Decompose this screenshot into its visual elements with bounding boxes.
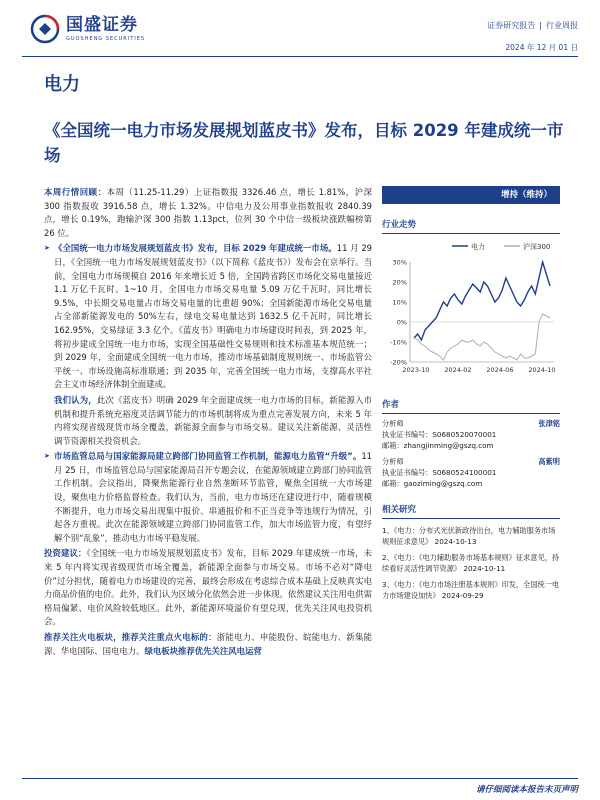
- recommendation-tail: 绿电板块推荐优先关注风电运营: [144, 645, 262, 656]
- analyst-section-title: 作者: [382, 398, 560, 414]
- point-supervision: [44, 450, 372, 545]
- investment-advice-text: 《全国统一电力市场发展规划蓝皮书》发布，目标 2029 年建成统一市场，未来 5 年内将实现省级现货市场全覆盖，新能源全面参与市场交易。市场不必对“降电价”过分担忧，随着电力市场建设的完善，最终会形成在考虑综合成本基础上反映真实电力商品价值的电价。此外，我们认为区域分化依然会进一步体现。依然建议关注用电供需格局偏紧、电价风险较低地区。此外，新能源环境溢价有望兑现，优先关注风电投资机会。: [44, 548, 372, 627]
- point-bluebook-text: 11 月 29 日，《全国统一电力市场发展规划蓝皮书》（以下简称《蓝皮书》）发布会在京举行。当前，全国电力市场规模自 2016 年来增长近 5 倍，全国跨省跨区市场化交易电量接近 1.1 万亿千瓦时。1~10 月，全国电力市场交易电量 5.09 万亿千瓦时，同比增长 9.5%，中长期交易电量占市场交易电量的比重超 90%；全国新能源市场化交易电量占全部新能源发电的 50%左右，绿电交易电量达到 1632.5 亿千瓦时，同比增长 162.95%，交易绿证 3.3 亿个。《蓝皮书》明确电力市场建设时间表，到 2025 年，将初步建成全国统一电力市场，实现全国基础性交易规则和技术标准基本规范统一；到 2029 年，全面建成全国统一电力市场，推动市场基础制度规则统一、市场监管公平统一、市场设施高标准联通；到 2035 年，完善全国统一电力市场，支撑高水平社会主义市场经济体制全面建成。: [54, 243, 373, 390]
- opinion-label: 我们认为，: [54, 394, 97, 405]
- recommendation-text: 浙能电力、申能股份、皖能电力、新集能源、华电国际、国电电力。: [44, 632, 373, 656]
- analyst-row: [382, 418, 560, 429]
- sector-title: 电力: [44, 74, 80, 95]
- related-item-text[interactable]: 2、《电力：《电力辅助服务市场基本规则》征求意见，持续看好灵活性调节资源》: [382, 553, 560, 573]
- email-link[interactable]: gaoziming@gszq.com: [403, 479, 483, 488]
- x-tick-label: 2024-02: [444, 366, 472, 374]
- x-tick-label: 2024-06: [486, 366, 514, 374]
- legend-label: 电力: [471, 243, 485, 251]
- related-item[interactable]: [382, 552, 560, 574]
- opinion-paragraph: [44, 394, 372, 448]
- email-label: 邮箱：: [382, 479, 404, 488]
- report-type: 证券研究报告: [487, 21, 536, 30]
- analyst-row: [382, 456, 560, 467]
- logo-text: 国盛证券: [66, 15, 138, 35]
- cert-label: 执业证书编号：: [382, 468, 433, 477]
- y-tick-label: 30%: [392, 258, 407, 267]
- cert-number: S0680520070001: [432, 430, 497, 439]
- trend-chart-svg: [382, 234, 560, 384]
- legend-label: 沪深300: [523, 243, 551, 251]
- weekly-review: [44, 186, 372, 240]
- rating-badge: 增持（维持）: [382, 186, 560, 204]
- email-link[interactable]: zhangjinming@gszq.com: [403, 441, 494, 450]
- related-list: [382, 525, 560, 601]
- related-item-date: 2024-10-13: [434, 537, 477, 546]
- analyst-role: 分析师: [382, 419, 404, 428]
- analyst-role: 分析师: [382, 457, 404, 466]
- analyst-name: 张津铭: [538, 419, 560, 428]
- weekly-review-text: 本周（11.25-11.29）上证指数报 3326.46 点，增长 1.81%，沪深 300 指数报收 3916.58 点，增长 1.32%。中信电力及公用事业指数报收 2840.39 点，增长 0.19%，跑输沪深 300 指数 1.13pct，位列 30 个中信一级板块涨跌幅榜第 26 位。: [44, 187, 372, 238]
- recommendation: [44, 631, 372, 658]
- header-divider: [22, 56, 578, 57]
- footer-divider: [22, 778, 578, 779]
- x-tick-label: 2024-10: [528, 366, 556, 374]
- related-item[interactable]: [382, 579, 560, 601]
- investment-advice-label: 投资建议：: [44, 548, 87, 559]
- analyst-email[interactable]: [382, 440, 560, 451]
- point-bluebook-label: 《全国统一电力市场发展规划蓝皮书》发布，目标 2029 年建成统一市场。: [54, 243, 337, 254]
- report-date: 2024 年 12 月 01 日: [505, 43, 578, 52]
- opinion-text: 此次《蓝皮书》明确 2029 年全面建成统一电力市场的目标，新能源入市机制和提升系统充裕度灵活调节能力的市场机制将成为重点完善发展方向，未来 5 年内将实现省级现货市场全覆盖，新能源全面参与市场交易。建议关注新能源、灵活性调节资源相关投资机会。: [54, 394, 373, 446]
- sidebar: [382, 186, 560, 606]
- logo-english: GUOSHENG SECURITIES: [66, 36, 146, 42]
- y-tick-label: -10%: [390, 338, 407, 347]
- related-item-date: 2024-10-11: [463, 564, 506, 573]
- main-body: [44, 186, 372, 660]
- report-kind: 行业周报: [546, 21, 578, 30]
- cert-label: 执业证书编号：: [382, 430, 433, 439]
- y-tick-label: 10%: [392, 298, 407, 307]
- footer-disclaimer: 请仔细阅读本报告末页声明: [475, 785, 578, 795]
- y-tick-label: 20%: [392, 278, 407, 287]
- x-tick-label: 2023-10: [402, 366, 430, 374]
- recommendation-label: 推荐关注火电板块，推荐关注重点火电标的：: [44, 632, 217, 642]
- company-logo: [30, 14, 145, 44]
- investment-advice: [44, 547, 372, 629]
- report-category: 证券研究报告 | 行业周报: [487, 21, 578, 30]
- analyst-list: [382, 418, 560, 489]
- related-item-text[interactable]: 3、《电力：《电力市场注册基本规则》印发，全国统一电力市场建设加快》: [382, 580, 560, 600]
- analyst-name: 高紫明: [538, 457, 560, 466]
- report-header: [0, 0, 600, 62]
- report-title: 《全国统一电力市场发展规划蓝皮书》发布，目标 2029 年建成统一市场: [44, 121, 564, 165]
- trend-section-title: 行业走势: [382, 218, 560, 234]
- cert-number: S0680524100001: [432, 468, 497, 477]
- related-item-text[interactable]: 1、《电力：分布式光伏新政待出台，电力辅助服务市场规则征求意见》: [382, 526, 556, 546]
- trend-chart: [382, 234, 560, 384]
- y-tick-label: -20%: [390, 358, 407, 367]
- related-item[interactable]: [382, 525, 560, 547]
- series-line: [414, 314, 550, 360]
- weekly-review-label: 本周行情回顾：: [44, 187, 107, 197]
- email-label: 邮箱：: [382, 441, 404, 450]
- point-supervision-label: 市场监管总局与国家能源局建立跨部门协同监管工作机制，能源电力监管“升级”。: [54, 451, 362, 462]
- related-section-title: 相关研究: [382, 503, 560, 519]
- point-bluebook: [44, 242, 372, 392]
- analyst-email[interactable]: [382, 478, 560, 489]
- analyst-cert: [382, 429, 560, 440]
- analyst-cert: [382, 467, 560, 478]
- related-item-date: 2024-09-29: [441, 591, 484, 600]
- logo-mark-icon: [30, 14, 60, 44]
- series-line: [414, 262, 550, 340]
- y-tick-label: 0%: [396, 318, 407, 327]
- point-supervision-text: 11 月 25 日，市场监管总局与国家能源局召开专题会议，在能源领域建立跨部门协同监管工作机制。会议指出，降聚焦能源行业自然垄断环节监管，聚焦全国统一大市场建设，聚焦电力价格监督检查。我们认为，当前，电力市场还在建设进行中，随着规模不断提升，电力市场交易出现集中报价、串通报价和不正当竞争等违规行为情况，引起各方重视。此次在能源领域建立跨部门协同监管工作，加大市场监管力度，有望纾解个别“乱象”，推动电力市场平稳发展。: [54, 451, 372, 543]
